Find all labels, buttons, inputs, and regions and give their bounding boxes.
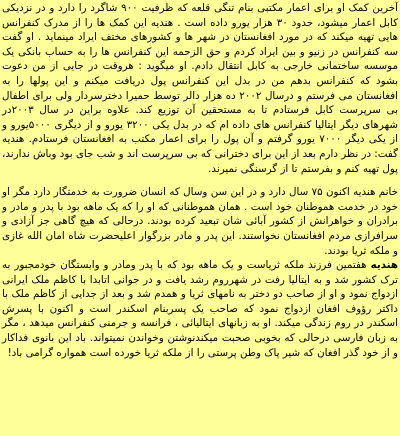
article-paragraph: آخرین کمک او برای اعمار مکتبی بنام تنگی قلعه که ظرفیت ۹۰۰ شاگرد را دارد و در نزدیکی کابل اعمار میشود، حدود ۳۰ هزار یورو داده است . هندیه این کمک ها را از مدرک کنفرانس هایی تهیه میکند که در مورد افغانستان در شهر ها و کشورهای مختف ایراد مینماید . او گفت سه کنفرانس در زنیو و بین ایراد کردم و حق الزحمه این کنفرانس ها را به حساب بانکی یک موسسه ساختمانی خارجی به کابل انتقال دادم. او میگوید : هروقت در جایی از من دعوت بشود که کنفرانس بدهم من در بدل این کنفرانس پول دریافت میکنم و این پولها را به افغانستان می فرستم و درسال ۲۰۰۲ ده هزار دالر توسط حمیرا دخترسردار ولی برای اطفال بی سرپرست کابل فرستادم تا به مستحقین آن توزیع کند. علاوه براین در سال ۲۰۰۳در شهرهای دیگر ایتالیا کنفرانس های داده ام که در بدل یکی ۳۲۰۰ یورو و از دیگری ۵۰۰۰یورو و از یکی دیگر ۷۰۰۰ یورو گرفتم و آن پول را برای اعمار مکتب به افغانستان فرستادم. هندیه گفت: در نظر دارم بعد از این برای دخترانی که بی سرپرست اند و شب جای بود وباش ندارند، پول تهیه کنم و بفرستم تا از گرسنگی نمیرند. <box>2 2 399 175</box>
article-paragraph-lead: خانم هندیه اکنون ۷۵ سال دارد و در این سن وسال که انسان ضرورت به خدمتگار دارد مگر او خود در خدمت هموطنان خود است . همان هموطنانی که او را که یک ماهه بود با پدر و مادر و برادران و خواهرانش از کشور آبائی شان تبعید کرده بودند. درحالی که هیچ گاهی جز آزادی و سرافرازی مردم افغانستان نخواستند. این پدر و مادر بزرگوار اعلیحضرت شاه امان الله غازی و ملکه ثریا بودند. <box>2 186 398 257</box>
article-paragraph <box>2 185 398 360</box>
article-paragraph-rest: هفتمین فرزند ملکه ثریاست و یک ماهه بود که با پدر ومادر و وابستگان خودمجبور به ترک کشور شد و به ایتالیا رفت در شهرروم رشد یافت و در جوانی اتابدا با کاظم ملک ایرانی ازدواج نمود و او از صاحب دو دختر به نامهای ثریا و همدم شد و بعد از جدایی از کاظم ملک با داکتر رؤوف افغان ازدواج نمود که صاحب یک پسربنام اسکندر است و اکنون با پسرش اسکندر در روم زندگی میکند. او به زبانهای ایتالیائی ، فرانسه و جرمنی کنفرانس میدهد ، مگر به زبان فارسی درحالی که بخوبی صحبت میکندنوشتن وخواندن نمیتواند. باد این بانوی فداکار و از خود گذر افغان که شیر پاک وطن پرستی را از ملکه ثریا خورده است همواره گرامی باد! <box>2 259 398 359</box>
name-highlight: هندیه <box>370 259 398 272</box>
